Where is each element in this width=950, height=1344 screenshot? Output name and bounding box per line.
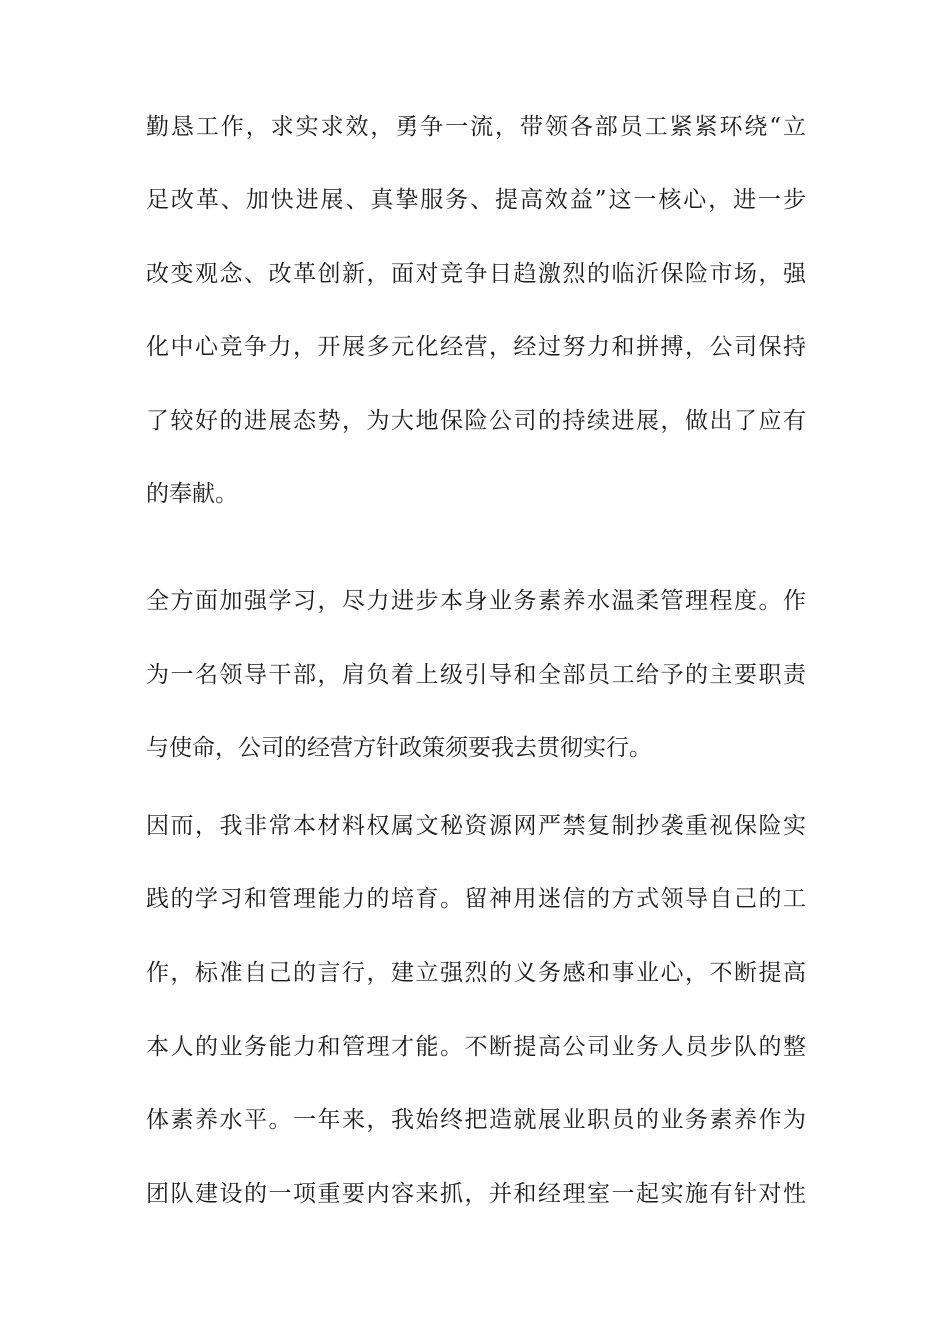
- text-line: 因而，我非常本材料权属文秘资源网严禁复制抄袭重视保险实: [146, 813, 806, 839]
- text-line: 体素养水平。一年来，我始终把造就展业职员的业务素养作为: [146, 1107, 806, 1133]
- text-line: 足改革、加快进展、真挚服务、提高效益”这一核心，进一步: [146, 187, 806, 213]
- text-line: 本人的业务能力和管理才能。不断提高公司业务人员步队的整: [146, 1034, 806, 1060]
- text-line: 改变观念、改革创新，面对竞争日趋激烈的临沂保险市场，强: [146, 261, 806, 287]
- text-line: 团队建设的一项重要内容来抓，并和经理室一起实施有针对性: [146, 1181, 806, 1207]
- text-line: 践的学习和管理能力的培育。留神用迷信的方式领导自己的工: [146, 886, 806, 912]
- text-line: 全方面加强学习，尽力进步本身业务素养水温柔管理程度。作: [146, 588, 806, 614]
- text-line: 勤恳工作，求实求效，勇争一流，带领各部员工紧紧环绕“立: [146, 114, 806, 140]
- text-line: 的奉献。: [146, 481, 238, 507]
- text-line: 化中心竞争力，开展多元化经营，经过努力和拼搏，公司保持: [146, 334, 806, 360]
- text-line: 作，标准自己的言行，建立强烈的义务感和事业心，不断提高: [146, 960, 806, 986]
- text-line: 为一名领导干部，肩负着上级引导和全部员工给予的主要职责: [146, 662, 806, 688]
- text-line: 了较好的进展态势，为大地保险公司的持续进展，做出了应有: [146, 408, 806, 434]
- text-line: 与使命，公司的经营方针政策须要我去贯彻实行。: [146, 735, 652, 761]
